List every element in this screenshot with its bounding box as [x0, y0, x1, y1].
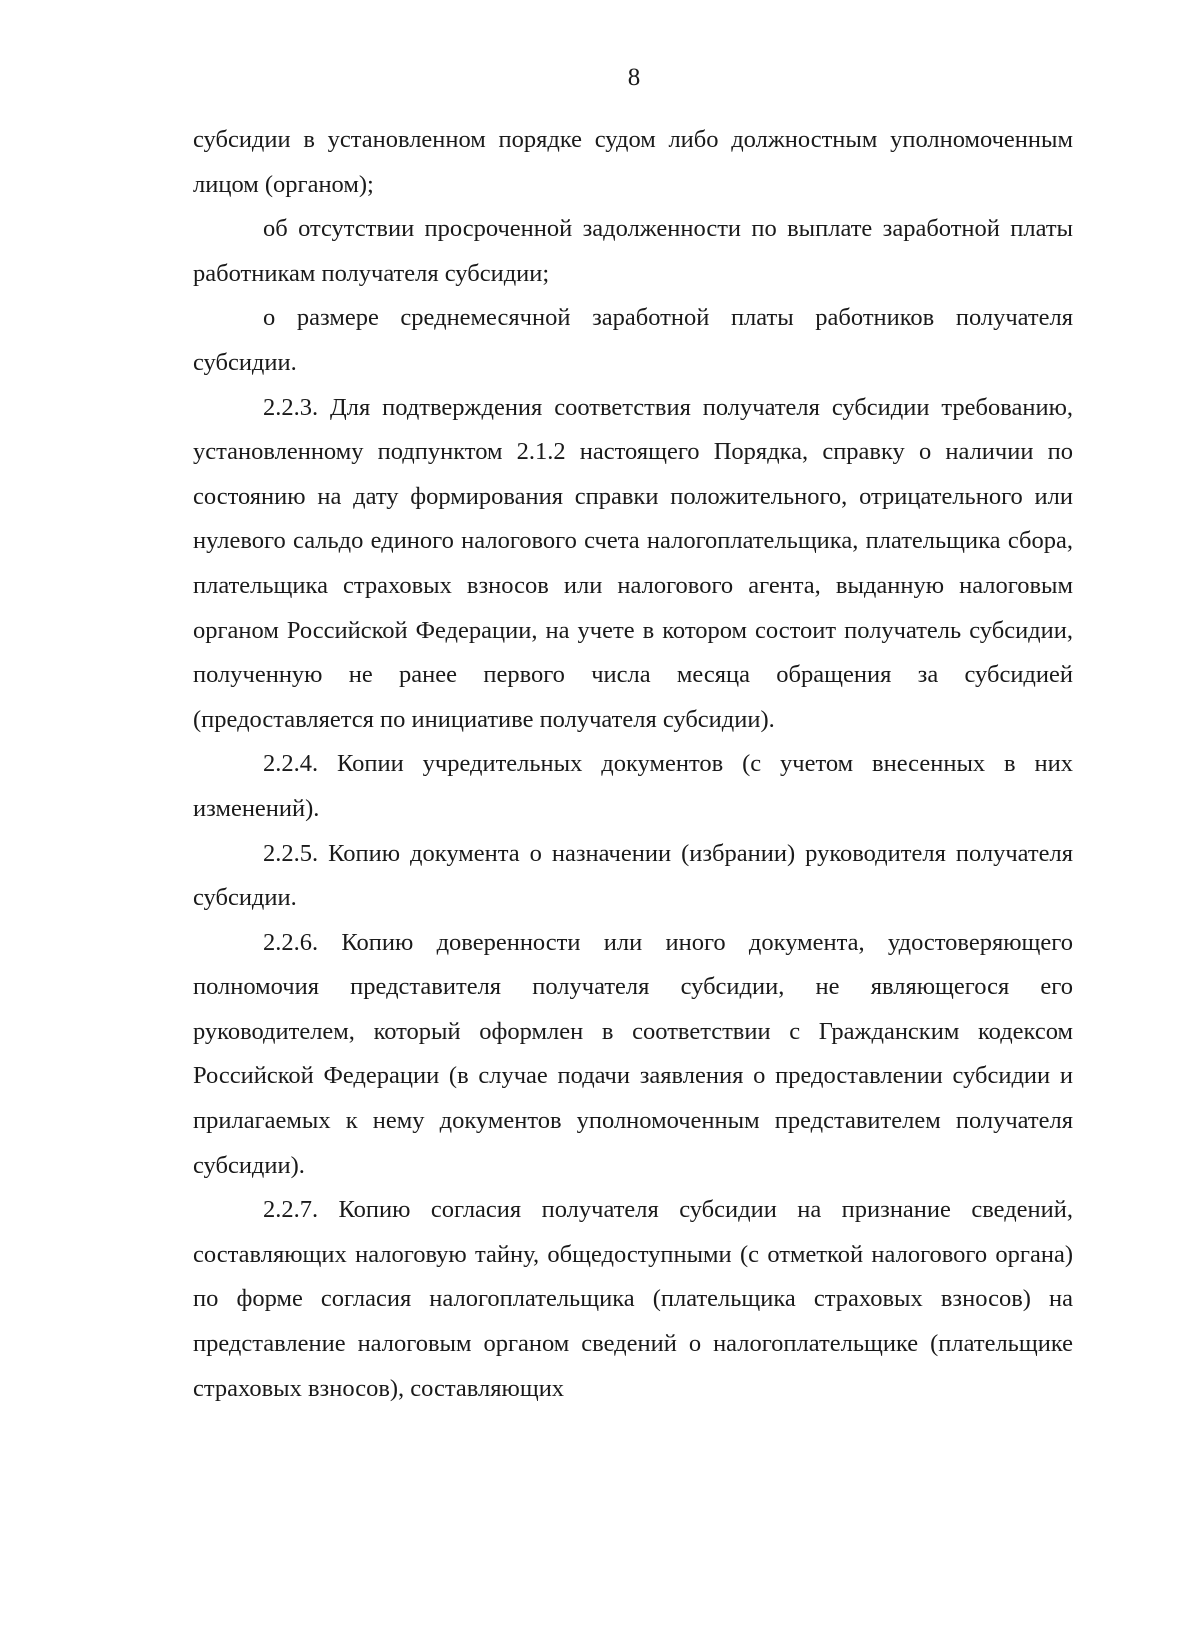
paragraph-2-2-7: 2.2.7. Копию согласия получателя субсидии на признание сведений, составляющих налоговую тайну, общедоступными (с отметкой налогового органа) по форме согласия налогоплательщика (плательщика страховых взносов) на представление налоговым органом сведений о налогоплательщике (плательщике страховых взносов), составляющих	[193, 1196, 1073, 1402]
paragraph-no-wage-arrears: об отсутствии просроченной задолженности по выплате заработной платы работникам получателя субсидии;	[193, 215, 1073, 287]
paragraph-2-2-3: 2.2.3. Для подтверждения соответствия получателя субсидии требованию, установленному подпунктом 2.1.2 настоящего Порядка, справку о наличии по состоянию на дату формирования справки положительного, отрицательного или нулевого сальдо единого налогового счета налогоплательщика, плательщика сбора, плательщика страховых взносов или налогового агента, выданную налоговым органом Российской Федерации, на учете в котором состоит получатель субсидии, полученную не ранее первого числа месяца обращения за субсидией (предоставляется по инициативе получателя субсидии).	[193, 393, 1073, 733]
paragraph-2-2-5: 2.2.5. Копию документа о назначении (избрании) руководителя получателя субсидии.	[193, 839, 1073, 912]
paragraph-average-wage: о размере среднемесячной заработной платы работников получателя субсидии.	[193, 304, 1073, 376]
page-number: 8	[627, 64, 641, 91]
paragraph-2-2-4: 2.2.4. Копии учредительных документов (с учетом внесенных в них изменений).	[193, 750, 1073, 822]
paragraph-decision-continuation: субсидии в установленном порядке судом либо должностным уполномоченным лицом (органом);	[193, 126, 1073, 198]
document-body	[193, 118, 1073, 1411]
paragraph-2-2-6: 2.2.6. Копию доверенности или иного документа, удостоверяющего полномочия представителя получателя субсидии, не являющегося его руководителем, который оформлен в соответствии с Гражданским кодексом Российской Федерации (в случае подачи заявления о предоставлении субсидии и прилагаемых к нему документов уполномоченным представителем получателя субсидии).	[193, 928, 1073, 1179]
